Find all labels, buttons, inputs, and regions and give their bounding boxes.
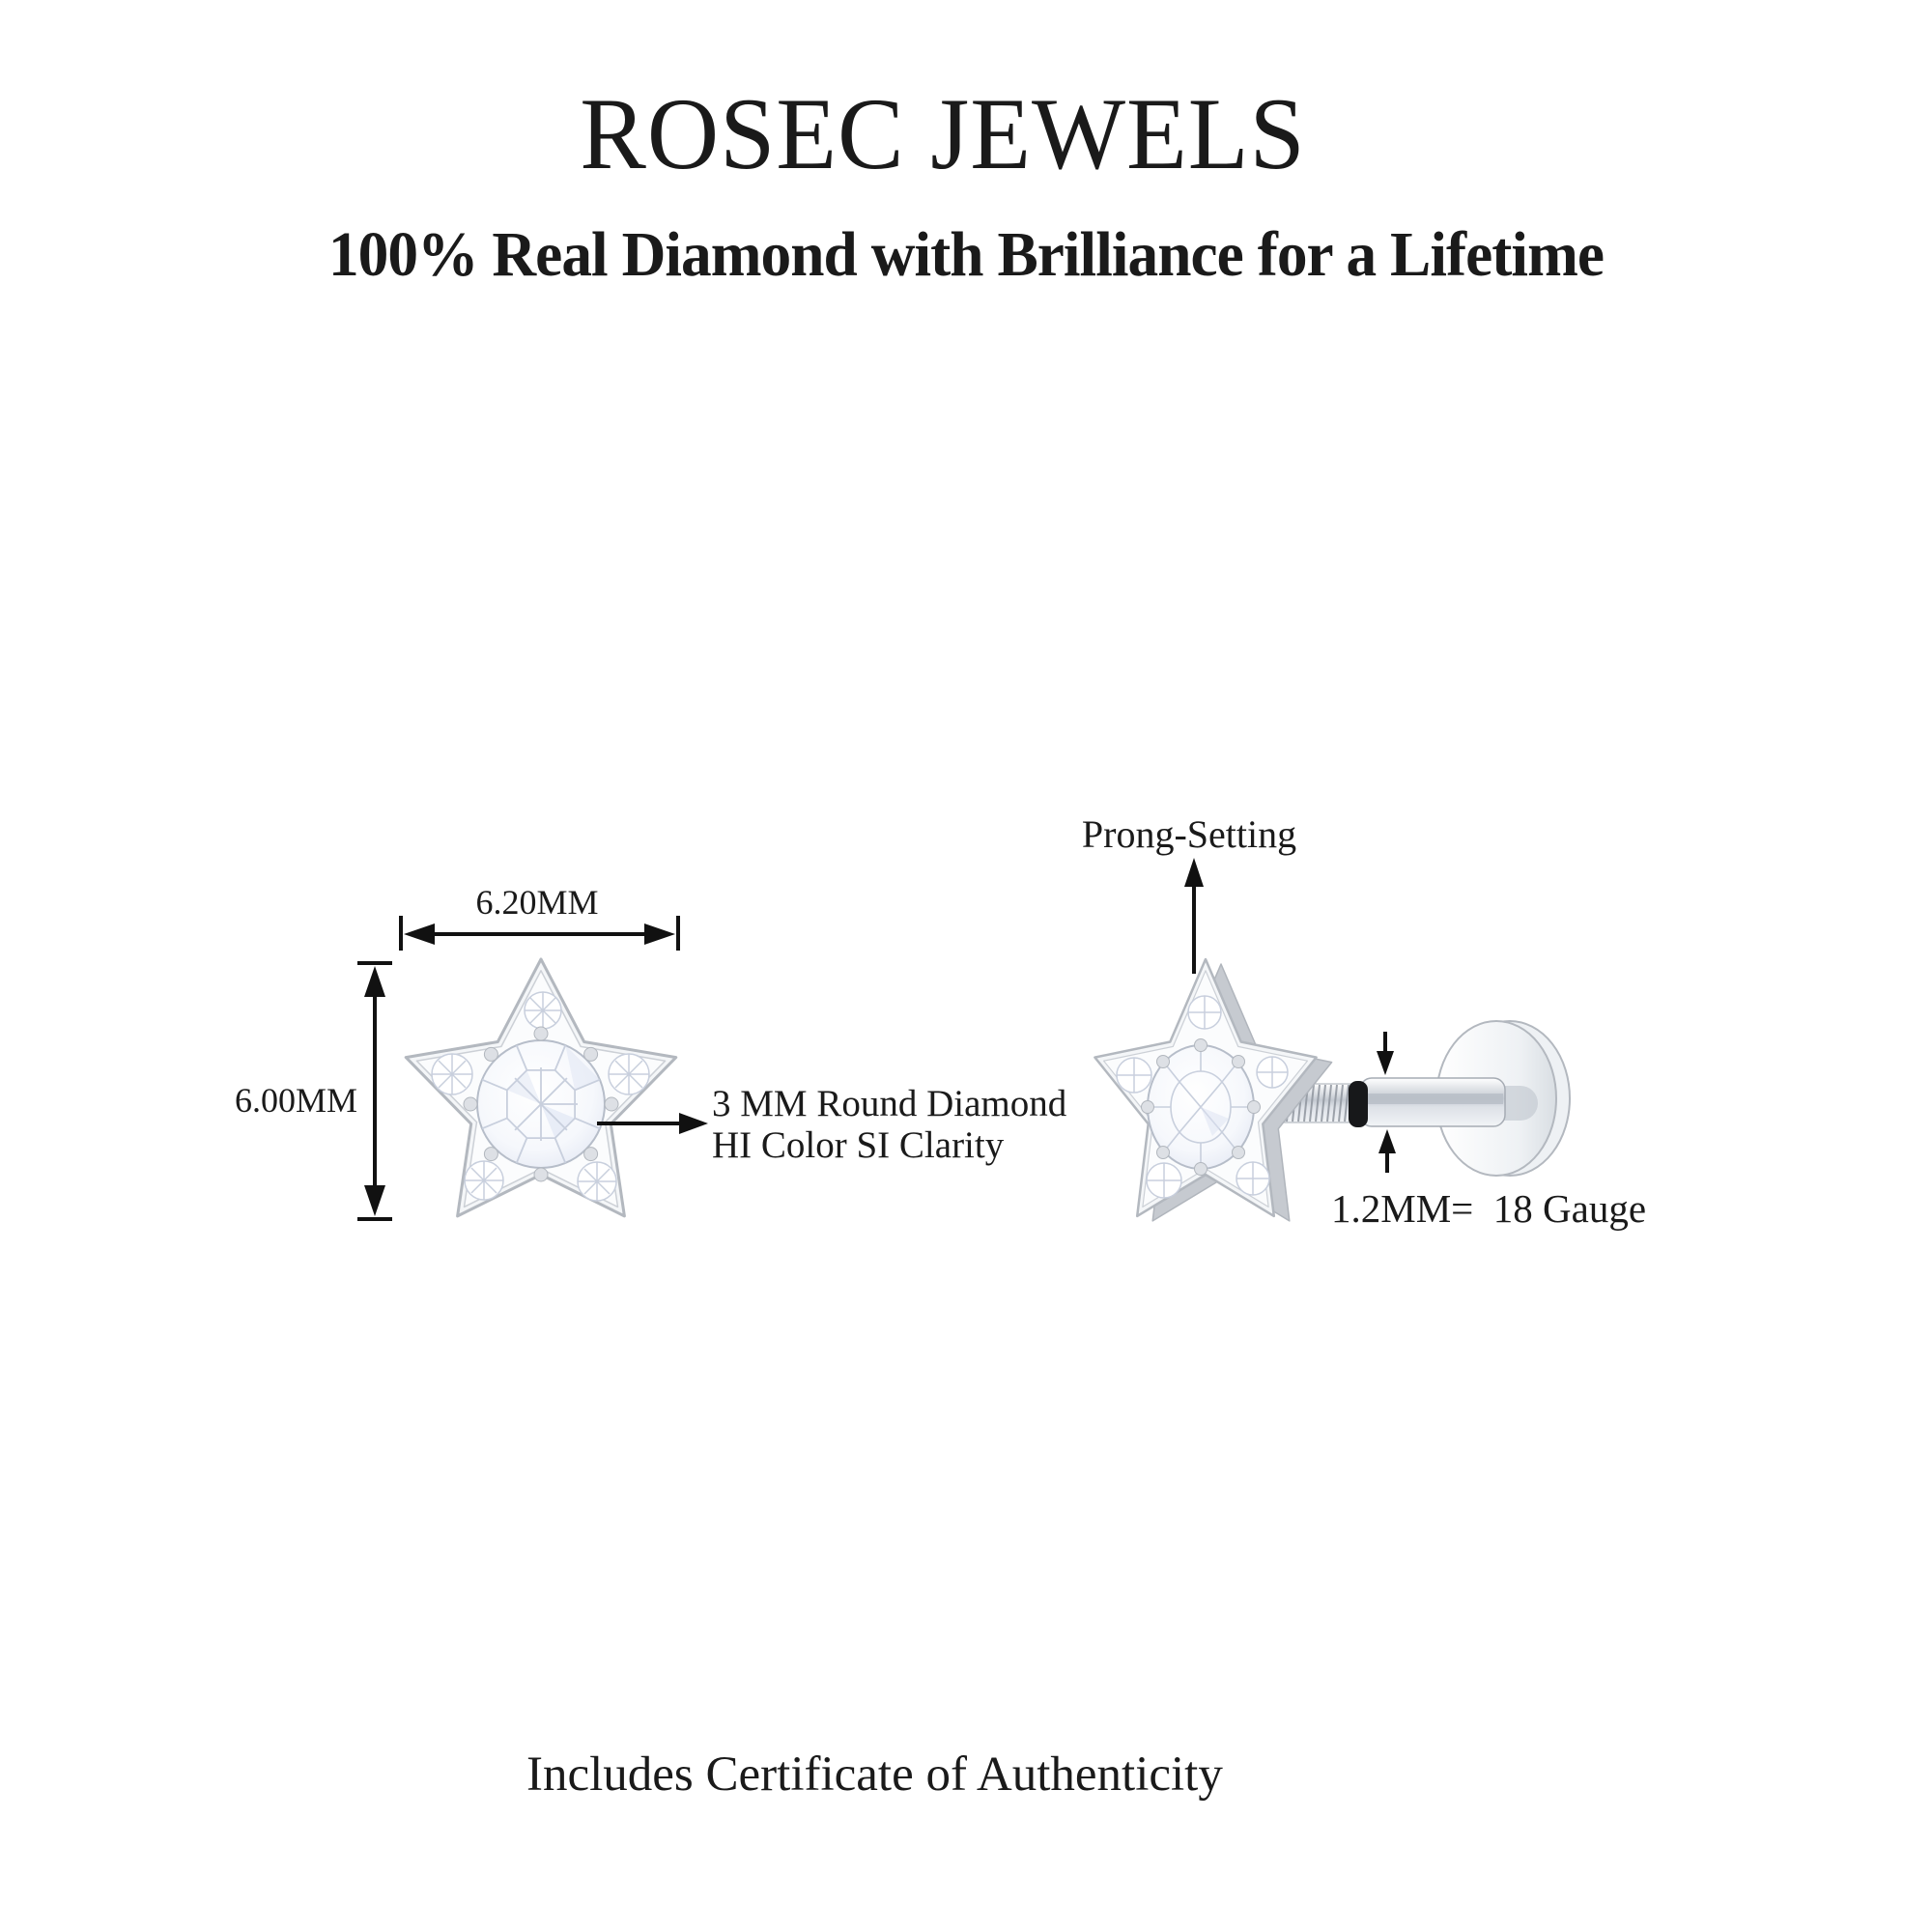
stone-note [712, 1083, 1066, 1166]
stone-note-line1: 3 MM Round Diamond [712, 1083, 1067, 1124]
prong-pointer-arrow [1184, 858, 1204, 974]
center-diamond [1142, 1039, 1261, 1176]
stone-note-line2: HI Color SI Clarity [712, 1124, 1005, 1166]
center-diamond [464, 1027, 618, 1181]
gauge-label: 1.2MM= 18 Gauge [1331, 1186, 1647, 1231]
star-pendant-front [406, 959, 676, 1216]
certificate-note: Includes Certificate of Authenticity [526, 1747, 1223, 1802]
front-view-figure [309, 865, 763, 1261]
gauge-upper-arrow [1377, 1032, 1394, 1075]
prong-setting-label: Prong-Setting [1081, 812, 1297, 856]
width-dimension-label: 6.20MM [475, 883, 599, 922]
gauge-lower-arrow [1378, 1129, 1396, 1173]
brand-tagline: 100% Real Diamond with Brilliance for a Lifetime [327, 219, 1605, 290]
brand-title: ROSEC JEWELS [580, 77, 1306, 190]
height-dimension-arrow [357, 963, 392, 1219]
height-dimension-label: 6.00MM [235, 1081, 358, 1120]
o-ring [1349, 1081, 1368, 1127]
star-pendant-side [1094, 959, 1331, 1221]
